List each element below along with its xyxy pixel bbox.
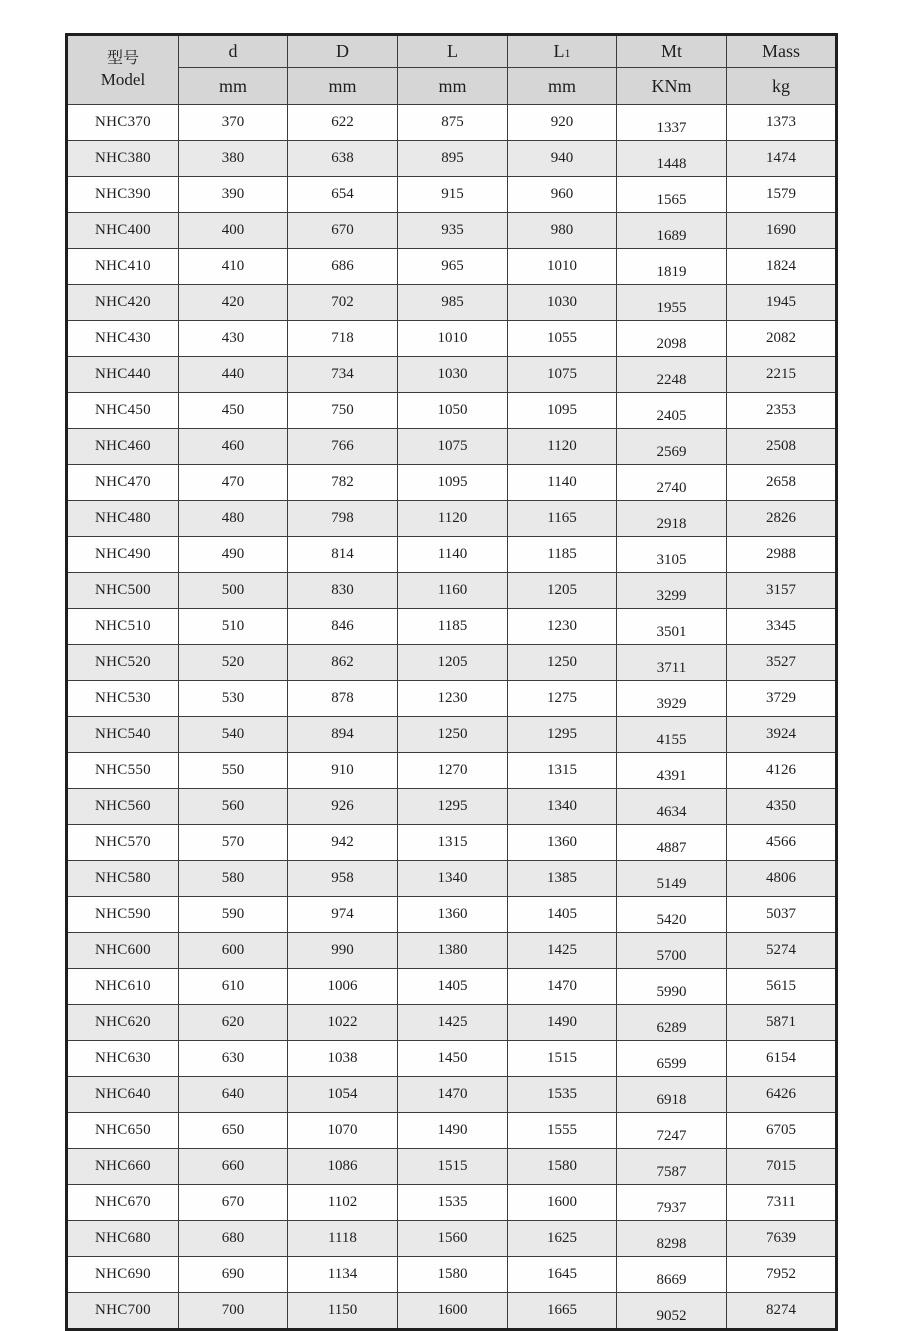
cell-L1: 1120 [508,429,617,465]
cell-Mass: 1690 [727,213,837,249]
cell-L: 1250 [398,717,508,753]
cell-model: NHC490 [67,537,179,573]
cell-model: NHC450 [67,393,179,429]
cell-model: NHC570 [67,825,179,861]
cell-Mt: 2405 [617,393,727,429]
cell-L1: 1315 [508,753,617,789]
cell-L: 1270 [398,753,508,789]
table-row [67,1185,837,1221]
cell-Mt: 1819 [617,249,727,285]
cell-d: 620 [179,1005,288,1041]
cell-L1: 1385 [508,861,617,897]
col-label-subscript: 1 [564,46,571,60]
cell-L1: 940 [508,141,617,177]
cell-D: 894 [288,717,398,753]
cell-Mt: 3711 [617,645,727,681]
cell-L: 1010 [398,321,508,357]
table-row [67,645,837,681]
cell-Mass: 4566 [727,825,837,861]
cell-L: 1095 [398,465,508,501]
cell-L: 875 [398,105,508,141]
col-header-model [67,35,179,105]
table-row [67,105,837,141]
unit-Mass: kg [727,68,837,105]
cell-model: NHC660 [67,1149,179,1185]
col-label: Mt [660,41,682,61]
cell-model: NHC650 [67,1113,179,1149]
cell-L: 1315 [398,825,508,861]
cell-Mass: 7639 [727,1221,837,1257]
cell-L1: 1535 [508,1077,617,1113]
cell-model: NHC670 [67,1185,179,1221]
table-row [67,357,837,393]
cell-model: NHC510 [67,609,179,645]
cell-L: 1120 [398,501,508,537]
cell-D: 1006 [288,969,398,1005]
cell-d: 630 [179,1041,288,1077]
cell-D: 1150 [288,1293,398,1330]
cell-model: NHC480 [67,501,179,537]
cell-D: 878 [288,681,398,717]
cell-D: 814 [288,537,398,573]
cell-d: 640 [179,1077,288,1113]
cell-D: 846 [288,609,398,645]
cell-model: NHC370 [67,105,179,141]
cell-D: 1054 [288,1077,398,1113]
cell-Mass: 5037 [727,897,837,933]
cell-Mass: 2508 [727,429,837,465]
cell-L: 1030 [398,357,508,393]
cell-Mt: 6599 [617,1041,727,1077]
cell-model: NHC540 [67,717,179,753]
spec-table-body [67,105,837,1330]
cell-D: 974 [288,897,398,933]
cell-L1: 1470 [508,969,617,1005]
model-label-cn: 型号 [106,50,139,68]
cell-Mass: 8274 [727,1293,837,1330]
cell-D: 654 [288,177,398,213]
table-row [67,177,837,213]
cell-Mt: 7247 [617,1113,727,1149]
cell-D: 718 [288,321,398,357]
col-label: D [336,41,349,61]
table-row [67,1005,837,1041]
cell-d: 470 [179,465,288,501]
cell-D: 926 [288,789,398,825]
cell-D: 750 [288,393,398,429]
cell-Mt: 7937 [617,1185,727,1221]
cell-D: 766 [288,429,398,465]
cell-d: 420 [179,285,288,321]
table-row [67,429,837,465]
cell-Mt: 1565 [617,177,727,213]
cell-L: 1470 [398,1077,508,1113]
cell-L: 895 [398,141,508,177]
cell-Mt: 1955 [617,285,727,321]
cell-Mass: 6705 [727,1113,837,1149]
cell-D: 798 [288,501,398,537]
cell-d: 430 [179,321,288,357]
cell-model: NHC630 [67,1041,179,1077]
cell-L1: 1515 [508,1041,617,1077]
cell-D: 638 [288,141,398,177]
cell-L: 965 [398,249,508,285]
col-label: d [228,41,238,61]
cell-L: 1295 [398,789,508,825]
table-row [67,933,837,969]
cell-L: 1340 [398,861,508,897]
cell-Mt: 8298 [617,1221,727,1257]
cell-L1: 1340 [508,789,617,825]
cell-Mass: 7952 [727,1257,837,1293]
table-row [67,465,837,501]
cell-Mt: 1448 [617,141,727,177]
cell-model: NHC410 [67,249,179,285]
table-row [67,501,837,537]
cell-d: 510 [179,609,288,645]
cell-L1: 1295 [508,717,617,753]
table-row [67,753,837,789]
cell-Mt: 3105 [617,537,727,573]
cell-L: 1535 [398,1185,508,1221]
cell-L1: 1075 [508,357,617,393]
cell-L: 1490 [398,1113,508,1149]
cell-Mt: 6289 [617,1005,727,1041]
header-row-labels [67,35,837,68]
spec-table [65,33,838,1331]
cell-L: 915 [398,177,508,213]
cell-L: 1160 [398,573,508,609]
cell-d: 560 [179,789,288,825]
table-row [67,321,837,357]
cell-Mass: 1474 [727,141,837,177]
cell-model: NHC590 [67,897,179,933]
col-header-d [179,35,288,68]
cell-D: 830 [288,573,398,609]
cell-L: 1050 [398,393,508,429]
cell-model: NHC380 [67,141,179,177]
cell-D: 702 [288,285,398,321]
cell-Mass: 1945 [727,285,837,321]
unit-L1: mm [508,68,617,105]
cell-Mass: 4350 [727,789,837,825]
table-row [67,141,837,177]
cell-Mass: 6426 [727,1077,837,1113]
col-header-L1 [508,35,617,68]
cell-d: 390 [179,177,288,213]
model-label-en: Model [100,70,146,90]
cell-Mt: 5990 [617,969,727,1005]
cell-L: 1515 [398,1149,508,1185]
cell-D: 782 [288,465,398,501]
cell-D: 910 [288,753,398,789]
cell-Mass: 5871 [727,1005,837,1041]
cell-Mass: 2826 [727,501,837,537]
cell-L1: 1665 [508,1293,617,1330]
cell-Mt: 4391 [617,753,727,789]
cell-model: NHC440 [67,357,179,393]
cell-L: 1425 [398,1005,508,1041]
cell-D: 990 [288,933,398,969]
cell-Mass: 3924 [727,717,837,753]
cell-d: 610 [179,969,288,1005]
cell-model: NHC500 [67,573,179,609]
cell-D: 622 [288,105,398,141]
cell-L1: 1185 [508,537,617,573]
cell-model: NHC460 [67,429,179,465]
cell-L: 1205 [398,645,508,681]
unit-d: mm [179,68,288,105]
col-label: Mass [761,41,800,61]
cell-L1: 960 [508,177,617,213]
cell-L1: 1490 [508,1005,617,1041]
cell-D: 958 [288,861,398,897]
table-row [67,537,837,573]
cell-d: 440 [179,357,288,393]
cell-L1: 1250 [508,645,617,681]
cell-L: 1360 [398,897,508,933]
cell-D: 1118 [288,1221,398,1257]
cell-d: 520 [179,645,288,681]
cell-D: 1134 [288,1257,398,1293]
cell-Mass: 4126 [727,753,837,789]
cell-L1: 1555 [508,1113,617,1149]
cell-model: NHC620 [67,1005,179,1041]
cell-d: 410 [179,249,288,285]
cell-Mass: 3157 [727,573,837,609]
table-row [67,285,837,321]
table-row [67,1077,837,1113]
cell-model: NHC470 [67,465,179,501]
cell-L1: 1095 [508,393,617,429]
table-row [67,897,837,933]
cell-d: 660 [179,1149,288,1185]
cell-Mass: 2215 [727,357,837,393]
cell-Mass: 7311 [727,1185,837,1221]
cell-L1: 1405 [508,897,617,933]
header-row-units [67,68,837,105]
cell-L: 1185 [398,609,508,645]
cell-model: NHC550 [67,753,179,789]
cell-D: 734 [288,357,398,393]
cell-Mt: 2740 [617,465,727,501]
table-row [67,1293,837,1330]
table-row [67,213,837,249]
cell-d: 490 [179,537,288,573]
table-row [67,249,837,285]
cell-D: 862 [288,645,398,681]
cell-L1: 1275 [508,681,617,717]
cell-Mt: 1689 [617,213,727,249]
col-header-Mass [727,35,837,68]
cell-L: 1075 [398,429,508,465]
cell-Mt: 6918 [617,1077,727,1113]
cell-d: 650 [179,1113,288,1149]
table-row [67,393,837,429]
cell-D: 1022 [288,1005,398,1041]
cell-d: 530 [179,681,288,717]
cell-model: NHC430 [67,321,179,357]
cell-d: 400 [179,213,288,249]
cell-Mt: 5700 [617,933,727,969]
cell-Mt: 8669 [617,1257,727,1293]
cell-model: NHC520 [67,645,179,681]
cell-Mass: 3729 [727,681,837,717]
cell-d: 570 [179,825,288,861]
cell-Mass: 4806 [727,861,837,897]
cell-Mt: 1337 [617,105,727,141]
cell-d: 680 [179,1221,288,1257]
cell-d: 580 [179,861,288,897]
cell-model: NHC560 [67,789,179,825]
cell-L1: 1425 [508,933,617,969]
col-label: L [553,41,565,61]
table-row [67,1113,837,1149]
table-row [67,861,837,897]
cell-model: NHC530 [67,681,179,717]
cell-model: NHC680 [67,1221,179,1257]
cell-d: 540 [179,717,288,753]
cell-d: 600 [179,933,288,969]
cell-Mt: 4887 [617,825,727,861]
cell-Mt: 2918 [617,501,727,537]
cell-d: 670 [179,1185,288,1221]
cell-L: 935 [398,213,508,249]
col-label: L [447,41,458,61]
cell-model: NHC640 [67,1077,179,1113]
cell-Mass: 2988 [727,537,837,573]
cell-d: 590 [179,897,288,933]
table-row [67,1041,837,1077]
cell-Mass: 1824 [727,249,837,285]
table-row [67,573,837,609]
cell-model: NHC400 [67,213,179,249]
cell-Mass: 7015 [727,1149,837,1185]
cell-d: 380 [179,141,288,177]
cell-Mass: 2658 [727,465,837,501]
cell-Mt: 4634 [617,789,727,825]
cell-L1: 1205 [508,573,617,609]
col-header-Mt [617,35,727,68]
cell-Mt: 2248 [617,357,727,393]
cell-d: 480 [179,501,288,537]
cell-model: NHC610 [67,969,179,1005]
cell-Mass: 5274 [727,933,837,969]
cell-Mt: 3299 [617,573,727,609]
cell-L1: 1600 [508,1185,617,1221]
cell-Mt: 3501 [617,609,727,645]
cell-Mt: 7587 [617,1149,727,1185]
cell-L: 1450 [398,1041,508,1077]
cell-L1: 1055 [508,321,617,357]
cell-D: 1070 [288,1113,398,1149]
cell-L1: 1030 [508,285,617,321]
cell-L1: 1360 [508,825,617,861]
cell-L: 1140 [398,537,508,573]
cell-model: NHC700 [67,1293,179,1330]
col-header-L [398,35,508,68]
cell-Mass: 3345 [727,609,837,645]
cell-d: 450 [179,393,288,429]
cell-L: 1580 [398,1257,508,1293]
cell-d: 500 [179,573,288,609]
cell-Mt: 5149 [617,861,727,897]
cell-L: 1405 [398,969,508,1005]
col-header-D [288,35,398,68]
cell-Mt: 3929 [617,681,727,717]
unit-Mt: KNm [617,68,727,105]
cell-L1: 1010 [508,249,617,285]
cell-Mass: 6154 [727,1041,837,1077]
cell-Mass: 1373 [727,105,837,141]
unit-D: mm [288,68,398,105]
cell-Mass: 3527 [727,645,837,681]
cell-L1: 1625 [508,1221,617,1257]
cell-Mass: 1579 [727,177,837,213]
cell-D: 686 [288,249,398,285]
spec-table-header [67,35,837,105]
cell-D: 670 [288,213,398,249]
table-row [67,717,837,753]
cell-L1: 1230 [508,609,617,645]
table-row [67,1221,837,1257]
cell-L1: 1165 [508,501,617,537]
cell-d: 690 [179,1257,288,1293]
table-row [67,609,837,645]
cell-L: 985 [398,285,508,321]
cell-Mt: 5420 [617,897,727,933]
table-row [67,1257,837,1293]
cell-L1: 1140 [508,465,617,501]
cell-model: NHC390 [67,177,179,213]
cell-d: 460 [179,429,288,465]
cell-L1: 1580 [508,1149,617,1185]
cell-D: 1038 [288,1041,398,1077]
cell-model: NHC420 [67,285,179,321]
table-row [67,789,837,825]
unit-L: mm [398,68,508,105]
cell-model: NHC600 [67,933,179,969]
cell-L1: 1645 [508,1257,617,1293]
cell-Mt: 2098 [617,321,727,357]
cell-L: 1380 [398,933,508,969]
table-row [67,969,837,1005]
cell-model: NHC690 [67,1257,179,1293]
table-row [67,825,837,861]
cell-d: 370 [179,105,288,141]
cell-L1: 980 [508,213,617,249]
cell-D: 1102 [288,1185,398,1221]
cell-Mass: 2082 [727,321,837,357]
cell-D: 1086 [288,1149,398,1185]
cell-Mt: 9052 [617,1293,727,1330]
cell-L: 1600 [398,1293,508,1330]
table-row [67,1149,837,1185]
cell-Mt: 2569 [617,429,727,465]
cell-L: 1230 [398,681,508,717]
cell-Mass: 5615 [727,969,837,1005]
table-row [67,681,837,717]
cell-Mass: 2353 [727,393,837,429]
cell-L: 1560 [398,1221,508,1257]
cell-Mt: 4155 [617,717,727,753]
cell-d: 550 [179,753,288,789]
cell-D: 942 [288,825,398,861]
cell-L1: 920 [508,105,617,141]
cell-model: NHC580 [67,861,179,897]
cell-d: 700 [179,1293,288,1330]
